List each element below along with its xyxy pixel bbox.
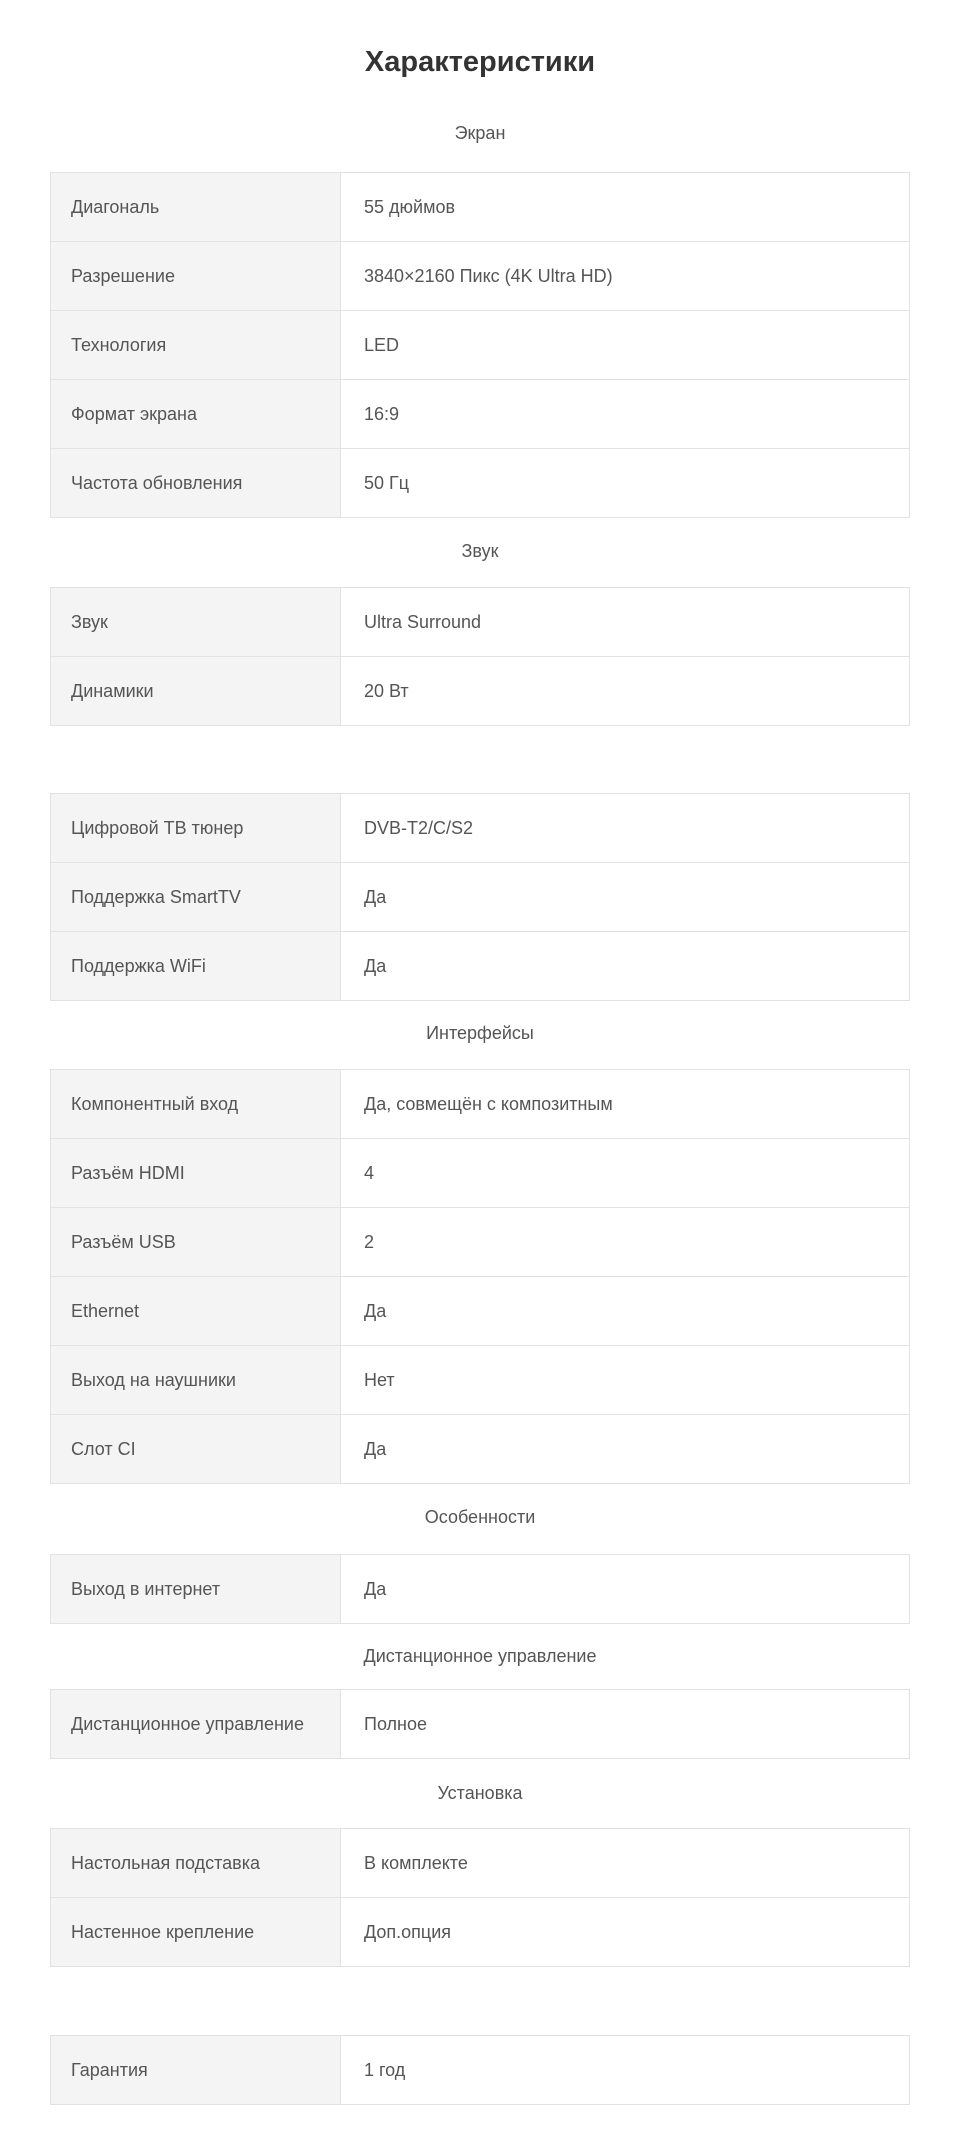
spec-row bbox=[51, 657, 909, 726]
spec-value: Да bbox=[341, 1415, 909, 1483]
spec-table-remote bbox=[50, 1689, 910, 1759]
spec-value: Полное bbox=[341, 1690, 909, 1758]
spec-value: 2 bbox=[341, 1208, 909, 1276]
spec-row bbox=[51, 380, 909, 449]
spec-value: Доп.опция bbox=[341, 1898, 909, 1966]
section-heading-installation: Установка bbox=[437, 1783, 523, 1803]
spec-value: 3840×2160 Пикс (4K Ultra HD) bbox=[341, 242, 909, 310]
spec-row bbox=[51, 1277, 909, 1346]
spec-label: Поддержка SmartTV bbox=[51, 863, 341, 931]
spec-value: 20 Вт bbox=[341, 657, 909, 725]
spec-table-general bbox=[50, 793, 910, 1001]
spec-table-warranty bbox=[50, 2035, 910, 2105]
spec-label: Разъём USB bbox=[51, 1208, 341, 1276]
spec-label: Ethernet bbox=[51, 1277, 341, 1345]
spec-value: 16:9 bbox=[341, 380, 909, 448]
spec-label: Настольная подставка bbox=[51, 1829, 341, 1897]
spec-row bbox=[51, 1070, 909, 1139]
spec-value: Да bbox=[341, 1555, 909, 1623]
spec-value: 55 дюймов bbox=[341, 173, 909, 241]
spec-row bbox=[51, 311, 909, 380]
spec-value: LED bbox=[341, 311, 909, 379]
spec-row bbox=[51, 173, 909, 242]
spec-table-sound bbox=[50, 587, 910, 726]
spec-label: Диагональ bbox=[51, 173, 341, 241]
spec-label: Дистанционное управление bbox=[51, 1690, 341, 1758]
spec-label: Выход в интернет bbox=[51, 1555, 341, 1623]
spec-value: Да bbox=[341, 932, 909, 1000]
spec-label: Настенное крепление bbox=[51, 1898, 341, 1966]
spec-value: В комплекте bbox=[341, 1829, 909, 1897]
spec-row bbox=[51, 794, 909, 863]
spec-value: Ultra Surround bbox=[341, 588, 909, 656]
section-heading-remote: Дистанционное управление bbox=[363, 1646, 597, 1666]
spec-label: Частота обновления bbox=[51, 449, 341, 517]
spec-row bbox=[51, 1208, 909, 1277]
spec-label: Компонентный вход bbox=[51, 1070, 341, 1138]
spec-row bbox=[51, 1898, 909, 1967]
spec-row bbox=[51, 863, 909, 932]
spec-label: Слот CI bbox=[51, 1415, 341, 1483]
spec-row bbox=[51, 1555, 909, 1624]
section-heading-features: Особенности bbox=[424, 1507, 536, 1527]
spec-table-installation bbox=[50, 1828, 910, 1967]
spec-label: Цифровой ТВ тюнер bbox=[51, 794, 341, 862]
spec-value: 50 Гц bbox=[341, 449, 909, 517]
section-heading-screen: Экран bbox=[454, 123, 506, 143]
spec-table-features bbox=[50, 1554, 910, 1624]
spec-row bbox=[51, 242, 909, 311]
spec-row bbox=[51, 449, 909, 518]
spec-label: Разрешение bbox=[51, 242, 341, 310]
spec-label: Гарантия bbox=[51, 2036, 341, 2104]
spec-value: DVB-T2/C/S2 bbox=[341, 794, 909, 862]
spec-table-screen bbox=[50, 172, 910, 518]
spec-label: Поддержка WiFi bbox=[51, 932, 341, 1000]
spec-row bbox=[51, 1139, 909, 1208]
spec-value: 4 bbox=[341, 1139, 909, 1207]
section-heading-sound: Звук bbox=[461, 541, 499, 561]
spec-value: Нет bbox=[341, 1346, 909, 1414]
spec-label: Технология bbox=[51, 311, 341, 379]
spec-value: Да bbox=[341, 1277, 909, 1345]
spec-value: Да, совмещён с композитным bbox=[341, 1070, 909, 1138]
spec-label: Динамики bbox=[51, 657, 341, 725]
spec-label: Выход на наушники bbox=[51, 1346, 341, 1414]
spec-row bbox=[51, 1346, 909, 1415]
spec-value: Да bbox=[341, 863, 909, 931]
spec-row bbox=[51, 932, 909, 1001]
spec-label: Звук bbox=[51, 588, 341, 656]
page-title: Характеристики bbox=[364, 46, 596, 78]
section-heading-interfaces: Интерфейсы bbox=[426, 1023, 534, 1043]
spec-row bbox=[51, 2036, 909, 2105]
spec-row bbox=[51, 588, 909, 657]
spec-row bbox=[51, 1829, 909, 1898]
spec-row bbox=[51, 1690, 909, 1759]
spec-label: Разъём HDMI bbox=[51, 1139, 341, 1207]
spec-value: 1 год bbox=[341, 2036, 909, 2104]
spec-label: Формат экрана bbox=[51, 380, 341, 448]
spec-row bbox=[51, 1415, 909, 1484]
spec-table-interfaces bbox=[50, 1069, 910, 1484]
